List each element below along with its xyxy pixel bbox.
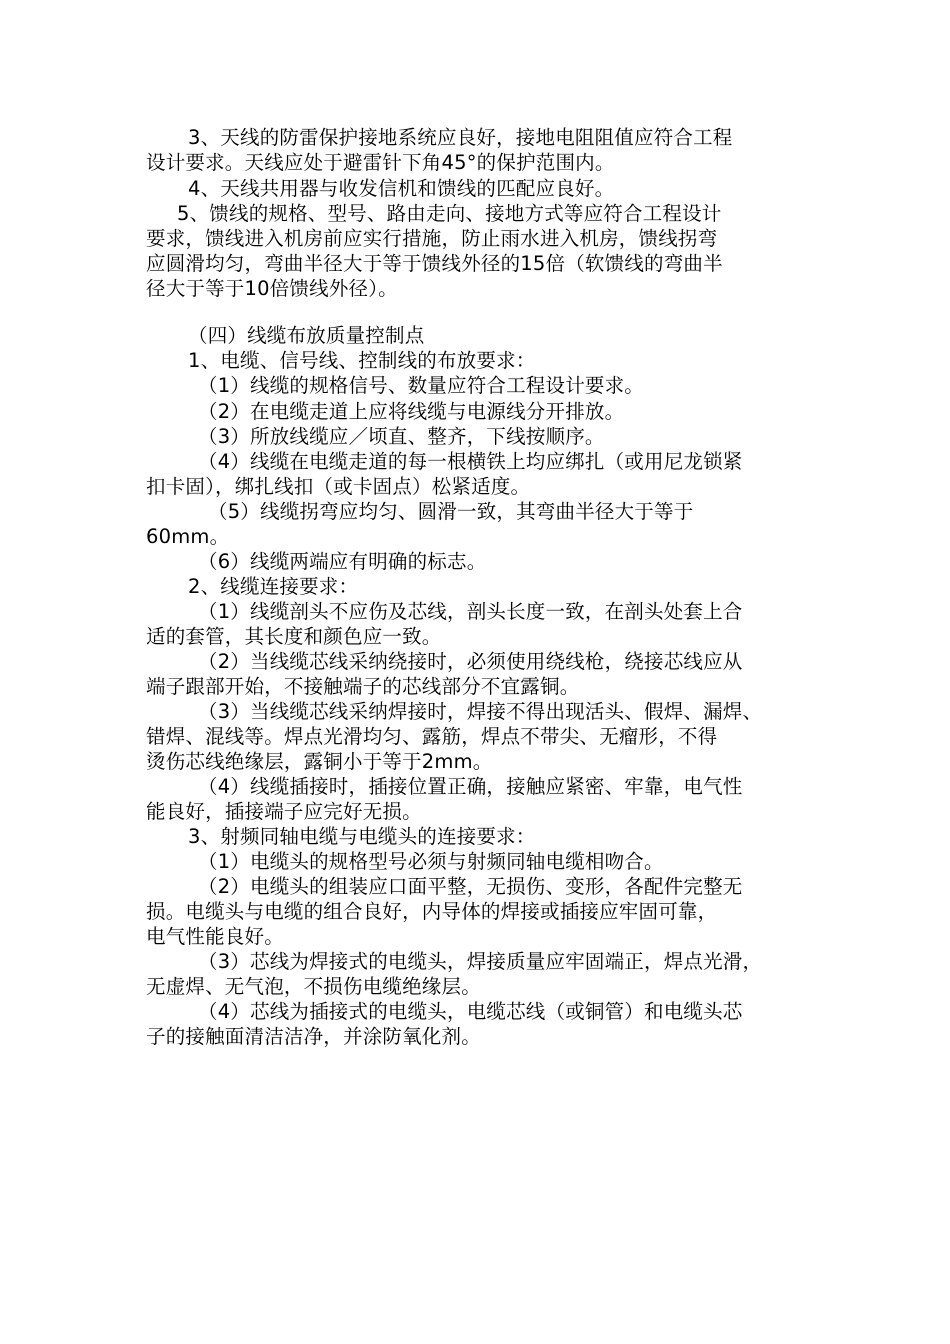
text-line: 能良好，插接端子应完好无损。 xyxy=(146,800,422,823)
text-line: （4）线缆插接时，插接位置正确，接触应紧密、牢靠，电气性 xyxy=(198,775,743,798)
text-line: 错焊、混线等。焊点光滑均匀、露筋，焊点不带尖、无瘤形，不得 xyxy=(146,725,718,748)
text-line: 2、线缆连接要求： xyxy=(188,575,359,598)
text-line: （2）当线缆芯线采纳绕接时，必须使用绕线枪，绕接芯线应从 xyxy=(198,650,743,673)
text-line: 4、天线共用器与收发信机和馈线的匹配应良好。 xyxy=(188,177,615,200)
text-line: 扣卡固），绑扎线扣（或卡固点）松紧适度。 xyxy=(146,475,531,498)
text-line: 1、电缆、信号线、控制线的布放要求： xyxy=(188,349,536,372)
text-line: （1）线缆的规格信号、数量应符合工程设计要求。 xyxy=(198,374,645,397)
text-line: 要求，馈线进入机房前应实行措施，防止雨水进入机房，馈线拐弯 xyxy=(146,227,718,250)
text-line: 3、射频同轴电缆与电缆头的连接要求： xyxy=(188,825,536,848)
text-line: 3、天线的防雷保护接地系统应良好，接地电阻阻值应符合工程 xyxy=(188,126,733,149)
text-line: 适的套管，其长度和颜色应一致。 xyxy=(146,625,442,648)
text-line: 60mm。 xyxy=(146,525,230,548)
text-line: （4）芯线为插接式的电缆头，电缆芯线（或铜管）和电缆头芯 xyxy=(198,1000,743,1023)
text-line: 损。电缆头与电缆的组合良好，内导体的焊接或插接应牢固可靠， xyxy=(146,900,718,923)
text-line: 无虚焊、无气泡，不损伤电缆绝缘层。 xyxy=(146,975,481,998)
text-line: 5、馈线的规格、型号、路由走向、接地方式等应符合工程设计 xyxy=(177,202,722,225)
text-line: （1）电缆头的规格型号必须与射频同轴电缆相吻合。 xyxy=(198,850,664,873)
text-line: 设计要求。天线应处于避雷针下角45°的保护范围内。 xyxy=(146,151,615,174)
text-line: （4）线缆在电缆走道的每一根横铁上均应绑扎（或用尼龙锁紧 xyxy=(198,450,743,473)
text-line: （3）当线缆芯线采纳焊接时，焊接不得出现活头、假焊、漏焊、 xyxy=(198,700,763,723)
text-line: （3）所放线缆应／顷直、整齐，下线按顺序。 xyxy=(198,425,605,448)
text-line: （6）线缆两端应有明确的标志。 xyxy=(198,550,487,573)
text-line: （5）线缆拐弯应均匀、圆滑一致，其弯曲半径大于等于 xyxy=(208,500,694,523)
text-line: 电气性能良好。 xyxy=(146,925,284,948)
text-line: 端子跟部开始，不接触端子的芯线部分不宜露铜。 xyxy=(146,675,580,698)
text-line: 子的接触面清洁洁净，并涂防氧化剂。 xyxy=(146,1025,481,1048)
text-line: （1）线缆剖头不应伤及芯线，剖头长度一致，在剖头处套上合 xyxy=(198,600,743,623)
text-line: （2）电缆头的组装应口面平整，无损伤、变形，各配件完整无 xyxy=(198,875,743,898)
text-line: 径大于等于10倍馈线外径）。 xyxy=(146,277,398,300)
text-line: 烫伤芯线绝缘层，露铜小于等于2mm。 xyxy=(146,750,493,773)
text-line: （3）芯线为焊接式的电缆头，焊接质量应牢固端正，焊点光滑， xyxy=(198,950,763,973)
text-line: 应圆滑均匀，弯曲半径大于等于馈线外径的15倍（软馈线的弯曲半 xyxy=(146,252,723,275)
text-line: （2）在电缆走道上应将线缆与电源线分开排放。 xyxy=(198,400,625,423)
section-heading: （四）线缆布放质量控制点 xyxy=(188,324,425,347)
